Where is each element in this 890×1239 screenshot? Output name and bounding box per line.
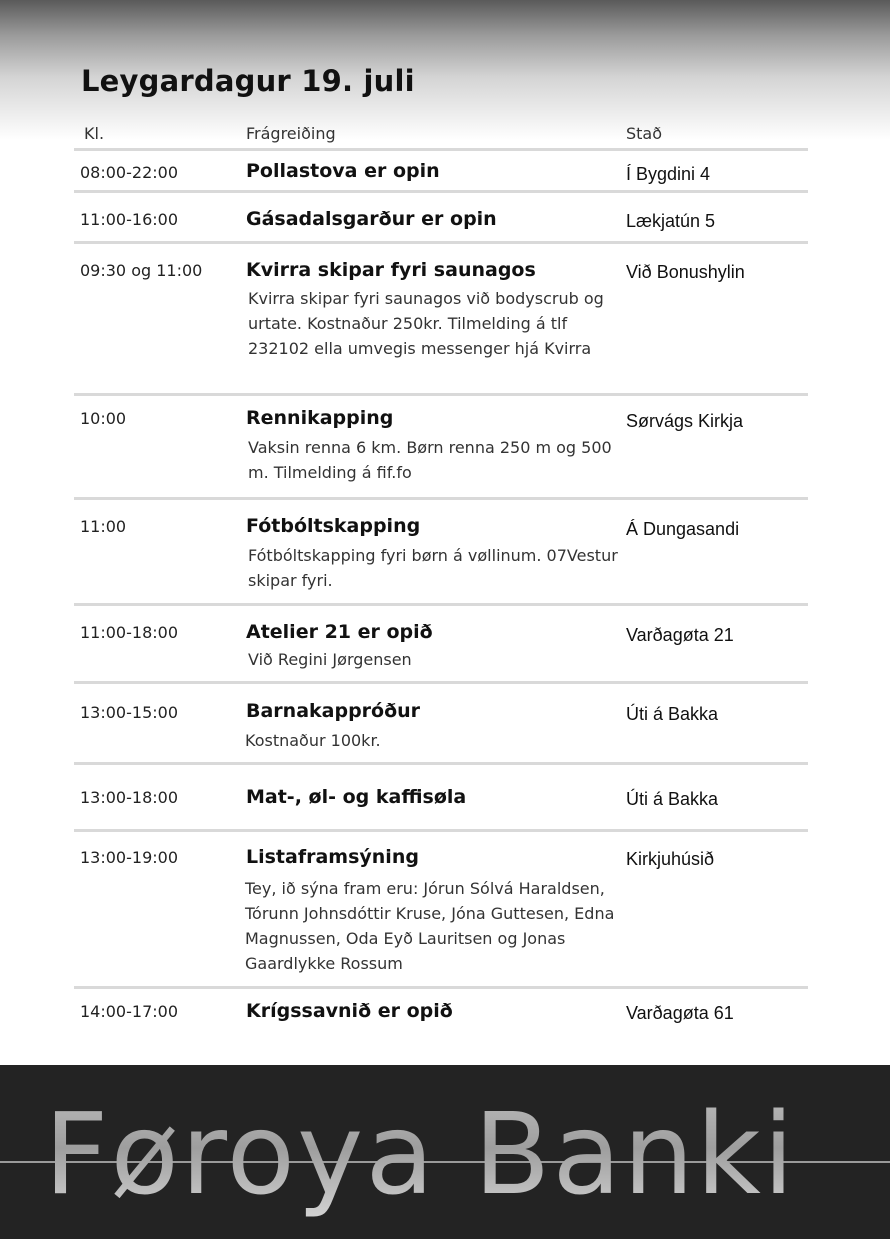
event-place: Varðagøta 61 <box>626 1003 734 1023</box>
footer-banner <box>0 1065 890 1239</box>
event-description: Tey, ið sýna fram eru: Jórun Sólvá Haraldsen, Tórunn Johnsdóttir Kruse, Jóna Guttesen, Edna Magnussen, Oda Eyð Lauritsen og Jonas Gaardlykke Rossum <box>245 879 615 973</box>
event-place: Varðagøta 21 <box>626 625 734 645</box>
event-place: Við Bonushylin <box>626 262 745 282</box>
event-title: Kvirra skipar fyri saunagos <box>246 259 536 281</box>
divider <box>74 393 808 396</box>
event-title: Mat-, øl- og kaffisøla <box>246 786 467 808</box>
column-header-place: Stað <box>626 124 663 143</box>
event-description: Kvirra skipar fyri saunagos við bodyscrub og urtate. Kostnaður 250kr. Tilmelding á tlf 232102 ella umvegis messenger hjá Kvirra <box>248 289 604 358</box>
event-description: Við Regini Jørgensen <box>248 650 412 669</box>
event-time: 11:00-18:00 <box>80 623 178 642</box>
divider <box>74 148 808 151</box>
event-place: Kirkjuhúsið <box>626 849 715 869</box>
event-place: Í Bygdini 4 <box>626 164 711 184</box>
event-place: Úti á Bakka <box>626 704 719 724</box>
event-place: Lækjatún 5 <box>626 211 716 231</box>
event-time: 09:30 og 11:00 <box>80 261 203 280</box>
event-place: Sørvágs Kirkja <box>626 411 744 431</box>
event-description: Kostnaður 100kr. <box>245 731 381 750</box>
divider <box>74 497 808 500</box>
page-title: Leygardagur 19. juli <box>81 64 415 98</box>
divider <box>74 603 808 606</box>
divider <box>74 986 808 989</box>
event-time: 11:00 <box>80 517 127 536</box>
event-place: Á Dungasandi <box>626 519 740 539</box>
event-title: Pollastova er opin <box>246 160 440 182</box>
event-time: 13:00-19:00 <box>80 848 178 867</box>
bank-logo: Føroya Banki <box>44 1085 796 1225</box>
event-time: 14:00-17:00 <box>80 1002 178 1021</box>
event-title: Rennikapping <box>246 407 394 429</box>
event-title: Fótbóltskapping <box>246 515 421 537</box>
event-time: 13:00-15:00 <box>80 703 178 722</box>
event-time: 11:00-16:00 <box>80 210 178 229</box>
event-time: 13:00-18:00 <box>80 788 178 807</box>
event-title: Atelier 21 er opið <box>246 621 433 643</box>
divider <box>74 762 808 765</box>
event-title: Krígssavnið er opið <box>246 1000 453 1022</box>
event-description: Vaksin renna 6 km. Børn renna 250 m og 500 m. Tilmelding á fif.fo <box>248 438 612 482</box>
event-description: Fótbóltskapping fyri børn á vøllinum. 07Vestur skipar fyri. <box>248 546 618 590</box>
divider <box>74 829 808 832</box>
event-place: Úti á Bakka <box>626 789 719 809</box>
event-time: 10:00 <box>80 409 127 428</box>
column-header-description: Frágreiðing <box>246 124 336 143</box>
event-title: Listaframsýning <box>246 846 419 868</box>
event-time: 08:00-22:00 <box>80 163 178 182</box>
column-header-time: Kl. <box>84 124 105 143</box>
divider <box>74 241 808 244</box>
event-title: Gásadalsgarður er opin <box>246 208 497 230</box>
divider <box>74 681 808 684</box>
event-title: Barnakappróður <box>246 700 421 722</box>
divider <box>74 190 808 193</box>
